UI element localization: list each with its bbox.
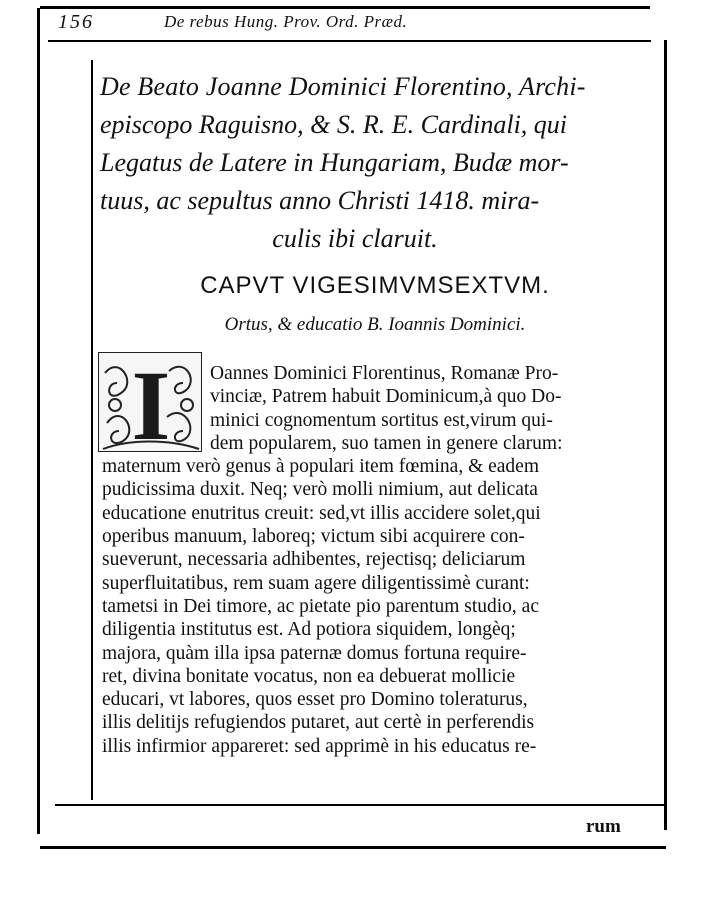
- title-line: culis ibi claruit.: [272, 224, 438, 253]
- title-line: tuus, ac sepultus anno Christi 1418. mira-: [100, 186, 540, 215]
- body-line: educari, vt labores, quos esset pro Domino toleraturus,: [102, 689, 528, 711]
- body-line: maternum verò genus à populari item fœmina, & eadem: [102, 456, 539, 478]
- page-number: 156: [58, 10, 94, 33]
- chapter-subtitle: Ortus, & educatio B. Ioannis Dominici.: [224, 314, 526, 335]
- running-title: De rebus Hung. Prov. Ord. Præd.: [164, 12, 408, 31]
- title-line: De Beato Joanne Dominici Florentino, Archi-: [100, 72, 586, 101]
- body-line: dem popularem, suo tamen in genere clarum:: [210, 432, 563, 454]
- initial-letter: I: [131, 353, 171, 453]
- body-line: diligentia institutus est. Ad potiora siquidem, longèq;: [102, 619, 516, 641]
- left-border: [37, 8, 40, 834]
- body-line: illis infirmior appareret: sed apprimè in his educatus re-: [102, 735, 537, 757]
- header-rule: [48, 40, 651, 42]
- title-line: Legatus de Latere in Hungariam, Budæ mor-: [100, 148, 569, 177]
- inner-left-rule: [91, 60, 93, 800]
- body-line: tametsi in Dei timore, ac pietate pio parentum studio, ac: [102, 595, 539, 617]
- body-line: educatione enutritus creuit: sed,vt illis accidere solet,qui: [102, 502, 541, 524]
- body-line: ret, divina bonitate vocatus, non ea debuerat mollicie: [102, 665, 516, 687]
- body-line: operibus manuum, laboreq; victum sibi acquirere con-: [102, 526, 525, 548]
- body-line: pudicissima duxit. Neq; verò molli nimium, aut delicata: [102, 479, 538, 501]
- title-line: episcopo Raguisno, & S. R. E. Cardinali, qui: [100, 110, 568, 139]
- text-bottom-rule: [55, 804, 667, 806]
- body-line: illis delitijs refugiendos putaret, aut certè in perferendis: [102, 712, 535, 734]
- bottom-rule: [40, 846, 666, 849]
- body-line: minici cognomentum sortitus est,virum qui-: [210, 409, 553, 431]
- body-line: Oannes Dominici Florentinus, Romanæ Pro-: [210, 363, 559, 384]
- chapter-title: [100, 68, 650, 258]
- running-header: [50, 8, 650, 36]
- body-line: majora, quàm illa ipsa paternæ domus fortuna require-: [102, 642, 527, 664]
- body-line: superfluitatibus, rem suam agere diligentissimè curant:: [102, 572, 530, 594]
- body-text: [102, 362, 670, 758]
- chapter-heading: CAPVT VIGESIMVMSEXTVM.: [200, 272, 550, 299]
- body-line: sueverunt, necessaria adhibentes, rejectisq; deliciarum: [102, 549, 526, 571]
- body-line: vinciæ, Patrem habuit Dominicum,à quo Do-: [210, 386, 562, 408]
- catchword: rum: [586, 816, 621, 837]
